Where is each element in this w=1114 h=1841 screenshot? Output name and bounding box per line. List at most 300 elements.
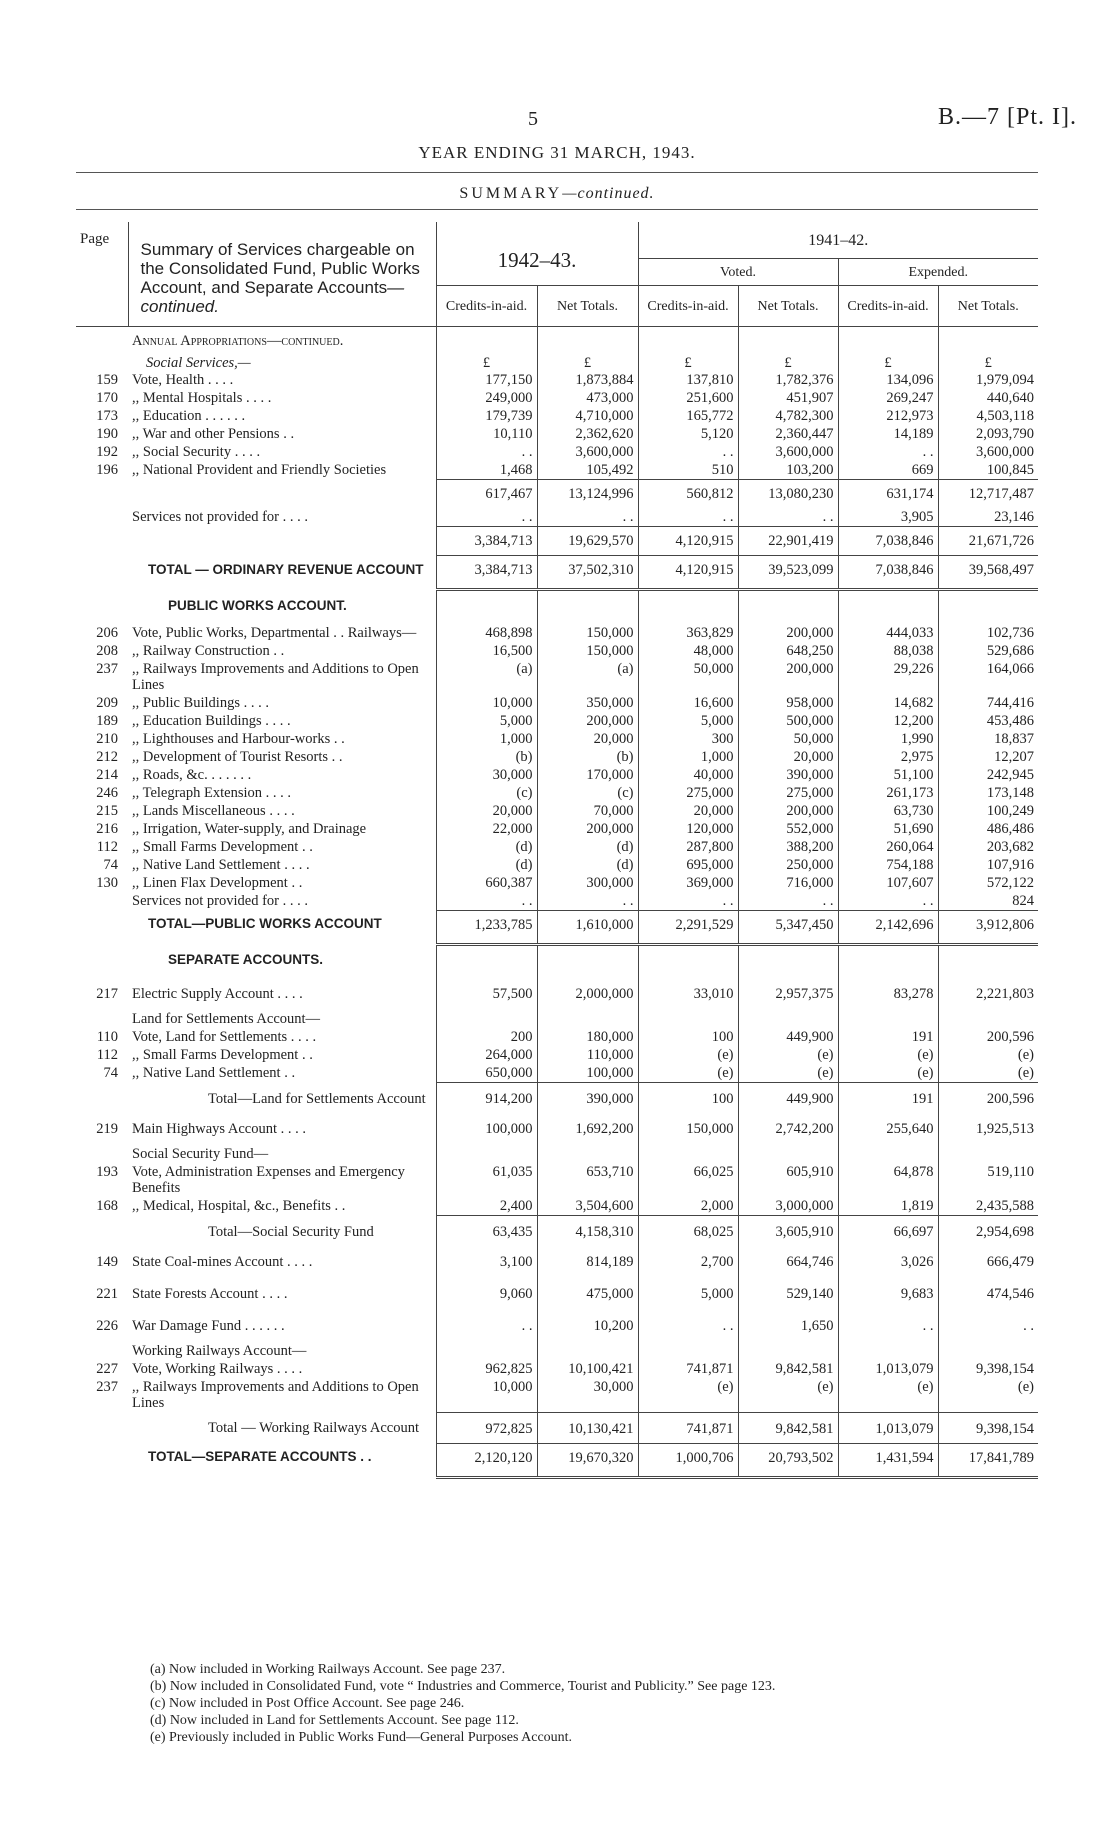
cell-value: 3,026: [838, 1246, 938, 1278]
cell-value: 173,148: [938, 784, 1038, 802]
header-voted: Voted.: [638, 259, 838, 286]
cell-value: 20,000: [537, 730, 638, 748]
cell-value: [938, 944, 1038, 978]
cell-value: 200,596: [938, 1083, 1038, 1114]
row-description: War Damage Fund . . . . . .: [132, 1318, 285, 1334]
cell-value: [838, 1145, 938, 1163]
row-page-ref: [76, 556, 128, 590]
cell-value: (d): [537, 838, 638, 856]
footnote-d: (d) Now included in Land for Settlements Account. See page 112.: [150, 1713, 519, 1728]
table-row: [76, 730, 1038, 748]
cell-value: 39,568,497: [938, 556, 1038, 590]
cell-value: [738, 590, 838, 624]
cell-value: (e): [838, 1378, 938, 1412]
cell-value: 20,000: [738, 748, 838, 766]
cell-value: [436, 1145, 537, 1163]
cell-value: 275,000: [638, 784, 738, 802]
cell-value: [537, 1010, 638, 1028]
row-description: ,, Education Buildings . . . .: [132, 712, 291, 729]
cell-value: [638, 590, 738, 624]
cell-value: 14,189: [838, 425, 938, 443]
row-description: ,, Linen Flax Development . .: [132, 874, 303, 891]
row-page-ref: [76, 590, 128, 624]
row-description: ,, Medical, Hospital, &c., Benefits . .: [132, 1198, 346, 1214]
row-page-ref: [76, 1083, 128, 1114]
row-description: TOTAL — ORDINARY REVENUE ACCOUNT: [148, 561, 424, 577]
row-page-ref: 209: [96, 694, 118, 711]
cell-value: 23,146: [938, 508, 1038, 527]
table-row: [76, 838, 1038, 856]
row-page-ref: [76, 508, 128, 527]
cell-value: 249,000: [436, 389, 537, 407]
cell-value: 4,158,310: [537, 1216, 638, 1247]
cell-value: 191: [838, 1083, 938, 1114]
row-page-ref: 190: [96, 426, 118, 442]
cell-value: 21,671,726: [938, 527, 1038, 556]
cell-value: 9,398,154: [938, 1360, 1038, 1378]
cell-value: 64,878: [838, 1163, 938, 1197]
cell-value: 3,100: [436, 1246, 537, 1278]
row-page-ref: [76, 1443, 128, 1477]
cell-value: 200,000: [738, 624, 838, 642]
cell-value: 388,200: [738, 838, 838, 856]
cell-value: 5,000: [436, 712, 537, 730]
row-page-ref: [76, 1010, 128, 1028]
cell-value: 440,640: [938, 389, 1038, 407]
row-page-ref: 216: [96, 820, 118, 837]
cell-value: [638, 1145, 738, 1163]
table-row: [76, 1046, 1038, 1064]
row-description: Vote, Public Works, Departmental . . Railways—: [132, 624, 417, 641]
cell-value: [738, 1145, 838, 1163]
cell-value: 66,697: [838, 1216, 938, 1247]
cell-value: 200,000: [738, 802, 838, 820]
cell-value: (a): [436, 660, 537, 694]
cell-value: 17,841,789: [938, 1443, 1038, 1477]
cell-value: £: [436, 353, 537, 371]
cell-value: 37,502,310: [537, 556, 638, 590]
summary-continued: —continued.: [562, 185, 655, 202]
row-description: Vote, Administration Expenses and Emergency Benefits: [132, 1164, 405, 1196]
cell-value: 200,596: [938, 1028, 1038, 1046]
row-page-ref: 214: [96, 766, 118, 783]
cell-value: 100,845: [938, 461, 1038, 480]
row-description: ,, Lands Miscellaneous . . . .: [132, 802, 295, 819]
cell-value: 4,710,000: [537, 407, 638, 425]
row-page-ref: 206: [96, 624, 118, 641]
cell-value: 3,605,910: [738, 1216, 838, 1247]
cell-value: (d): [436, 856, 537, 874]
cell-value: 1,782,376: [738, 371, 838, 389]
row-page-ref: 173: [96, 408, 118, 424]
cell-value: 100: [638, 1083, 738, 1114]
cell-value: 2,954,698: [938, 1216, 1038, 1247]
table-row: [76, 425, 1038, 443]
table-row: [76, 748, 1038, 766]
cell-value: 260,064: [838, 838, 938, 856]
row-page-ref: 210: [96, 730, 118, 747]
row-description: Land for Settlements Account—: [132, 1011, 321, 1027]
cell-value: 48,000: [638, 642, 738, 660]
cell-value: 61,035: [436, 1163, 537, 1197]
table-row: [76, 327, 1038, 354]
row-description: ,, National Provident and Friendly Societies: [132, 462, 387, 478]
cell-value: 105,492: [537, 461, 638, 480]
table-row: [76, 1113, 1038, 1145]
cell-value: 275,000: [738, 784, 838, 802]
cell-value: 2,291,529: [638, 910, 738, 944]
cell-value: £: [738, 353, 838, 371]
cell-value: [738, 1010, 838, 1028]
table-row: [76, 389, 1038, 407]
cell-value: 2,360,447: [738, 425, 838, 443]
cell-value: 824: [938, 892, 1038, 911]
cell-value: [537, 327, 638, 354]
cell-value: 137,810: [638, 371, 738, 389]
cell-value: 1,692,200: [537, 1113, 638, 1145]
cell-value: 1,979,094: [938, 371, 1038, 389]
cell-value: [838, 1342, 938, 1360]
year-title: YEAR ENDING 31 MARCH, 1943.: [418, 143, 696, 162]
cell-value: (e): [938, 1064, 1038, 1083]
cell-value: 914,200: [436, 1083, 537, 1114]
cell-value: 4,120,915: [638, 556, 738, 590]
cell-value: (e): [738, 1378, 838, 1412]
cell-value: 814,189: [537, 1246, 638, 1278]
cell-value: [436, 1342, 537, 1360]
cell-value: 9,398,154: [938, 1412, 1038, 1443]
cell-value: 29,226: [838, 660, 938, 694]
table-row: [76, 1310, 1038, 1342]
cell-value: 453,486: [938, 712, 1038, 730]
cell-value: 19,670,320: [537, 1443, 638, 1477]
table-row: [76, 944, 1038, 978]
cell-value: 7,038,846: [838, 556, 938, 590]
cell-value: 617,467: [436, 480, 537, 509]
cell-value: 102,736: [938, 624, 1038, 642]
row-description: [128, 480, 436, 509]
table-row: [76, 978, 1038, 1010]
row-page-ref: [76, 944, 128, 978]
table-row: [76, 1010, 1038, 1028]
table-row: [76, 1163, 1038, 1197]
cell-value: £: [938, 353, 1038, 371]
row-page-ref: 237: [96, 1379, 118, 1395]
row-description: State Forests Account . . . .: [132, 1286, 288, 1302]
table-row: [76, 1246, 1038, 1278]
row-page-ref: 130: [96, 874, 118, 891]
cell-value: . .: [838, 892, 938, 911]
cell-value: 120,000: [638, 820, 738, 838]
table-row: [76, 1028, 1038, 1046]
row-page-ref: 192: [96, 444, 118, 460]
cell-value: [838, 590, 938, 624]
row-page-ref: [76, 353, 128, 371]
cell-value: 1,650: [738, 1310, 838, 1342]
row-page-ref: 112: [96, 1047, 118, 1063]
table-row: [76, 443, 1038, 461]
footnote-c: (c) Now included in Post Office Account. See page 246.: [150, 1696, 465, 1711]
cell-value: 744,416: [938, 694, 1038, 712]
cell-value: 250,000: [738, 856, 838, 874]
cell-value: 1,000: [436, 730, 537, 748]
cell-value: (c): [436, 784, 537, 802]
cell-value: 473,000: [537, 389, 638, 407]
cell-value: 66,025: [638, 1163, 738, 1197]
header-credits-1942: Credits-in-aid.: [436, 286, 537, 327]
cell-value: 552,000: [738, 820, 838, 838]
row-description: ,, War and other Pensions . .: [132, 426, 295, 442]
row-page-ref: [76, 327, 128, 354]
cell-value: 164,066: [938, 660, 1038, 694]
cell-value: [938, 1342, 1038, 1360]
row-description: [128, 527, 436, 556]
cell-value: (d): [537, 856, 638, 874]
cell-value: 179,739: [436, 407, 537, 425]
cell-value: 180,000: [537, 1028, 638, 1046]
header-net-expended: Net Totals.: [938, 286, 1038, 327]
row-description: Services not provided for . . . .: [132, 892, 308, 909]
row-description: ,, Lighthouses and Harbour-works . .: [132, 730, 345, 747]
table-row: [76, 624, 1038, 642]
cell-value: . .: [537, 508, 638, 527]
table-row: [76, 353, 1038, 371]
top-rule: [76, 172, 1038, 173]
table-row: [76, 1064, 1038, 1083]
row-description: Vote, Working Railways . . . .: [132, 1361, 303, 1377]
cell-value: [838, 1010, 938, 1028]
cell-value: [738, 327, 838, 354]
cell-value: 3,600,000: [738, 443, 838, 461]
cell-value: 12,200: [838, 712, 938, 730]
cell-value: 1,233,785: [436, 910, 537, 944]
cell-value: 2,400: [436, 1197, 537, 1216]
summary-table: [76, 222, 1038, 1479]
cell-value: 150,000: [638, 1113, 738, 1145]
cell-value: 264,000: [436, 1046, 537, 1064]
cell-value: 100,000: [436, 1113, 537, 1145]
row-page-ref: 170: [96, 390, 118, 406]
cell-value: 107,607: [838, 874, 938, 892]
row-page-ref: 227: [96, 1361, 118, 1377]
cell-value: 10,000: [436, 1378, 537, 1412]
cell-value: 242,945: [938, 766, 1038, 784]
cell-value: 648,250: [738, 642, 838, 660]
cell-value: 16,600: [638, 694, 738, 712]
cell-value: 500,000: [738, 712, 838, 730]
cell-value: 13,080,230: [738, 480, 838, 509]
row-description: Total—Land for Settlements Account: [208, 1090, 426, 1107]
table-row: [76, 820, 1038, 838]
row-description: Services not provided for . . . .: [132, 509, 308, 525]
table-row: [76, 802, 1038, 820]
row-description: ,, Development of Tourist Resorts . .: [132, 748, 343, 765]
table-row: [76, 407, 1038, 425]
row-page-ref: 168: [96, 1198, 118, 1214]
cell-value: 5,000: [638, 1278, 738, 1310]
cell-value: [537, 1342, 638, 1360]
footnotes: [150, 1661, 775, 1746]
table-row: [76, 874, 1038, 892]
header-net-voted: Net Totals.: [738, 286, 838, 327]
cell-value: 2,142,696: [838, 910, 938, 944]
cell-value: 2,435,588: [938, 1197, 1038, 1216]
row-description: Annual Appropriations—continued.: [132, 333, 344, 349]
table-row: [76, 527, 1038, 556]
cell-value: 741,871: [638, 1412, 738, 1443]
cell-value: 10,110: [436, 425, 537, 443]
cell-value: 1,013,079: [838, 1412, 938, 1443]
header-expended: Expended.: [838, 259, 1038, 286]
cell-value: [938, 327, 1038, 354]
cell-value: [436, 590, 537, 624]
cell-value: 605,910: [738, 1163, 838, 1197]
header-credits-expended: Credits-in-aid.: [838, 286, 938, 327]
cell-value: 449,900: [738, 1028, 838, 1046]
table-row: [76, 766, 1038, 784]
row-description: ,, Small Farms Development . .: [132, 838, 313, 855]
cell-value: 103,200: [738, 461, 838, 480]
cell-value: . .: [638, 508, 738, 527]
cell-value: 2,093,790: [938, 425, 1038, 443]
cell-value: 2,000: [638, 1197, 738, 1216]
cell-value: 10,130,421: [537, 1412, 638, 1443]
cell-value: (d): [436, 838, 537, 856]
cell-value: 3,912,806: [938, 910, 1038, 944]
row-page-ref: [76, 480, 128, 509]
header-description: Summary of Services chargeable on the Consolidated Fund, Public Works Account, and Separate Accounts—continued.: [128, 222, 436, 327]
row-page-ref: 217: [96, 986, 118, 1002]
cell-value: 300,000: [537, 874, 638, 892]
cell-value: 1,000,706: [638, 1443, 738, 1477]
cell-value: [436, 944, 537, 978]
cell-value: 631,174: [838, 480, 938, 509]
cell-value: (e): [638, 1378, 738, 1412]
row-page-ref: [76, 1216, 128, 1247]
cell-value: 191: [838, 1028, 938, 1046]
cell-value: (e): [738, 1046, 838, 1064]
cell-value: 63,730: [838, 802, 938, 820]
row-description: PUBLIC WORKS ACCOUNT.: [168, 597, 347, 613]
table-body: [76, 327, 1038, 1478]
cell-value: 486,486: [938, 820, 1038, 838]
cell-value: 5,120: [638, 425, 738, 443]
cell-value: 170,000: [537, 766, 638, 784]
cell-value: . .: [436, 508, 537, 527]
cell-value: 50,000: [638, 660, 738, 694]
cell-value: 1,925,513: [938, 1113, 1038, 1145]
cell-value: . .: [537, 892, 638, 911]
cell-value: 50,000: [738, 730, 838, 748]
cell-value: . .: [436, 443, 537, 461]
cell-value: 33,010: [638, 978, 738, 1010]
table-row: [76, 712, 1038, 730]
row-description: ,, Mental Hospitals . . . .: [132, 390, 272, 406]
cell-value: [537, 1145, 638, 1163]
row-page-ref: 221: [96, 1286, 118, 1302]
table-row: [76, 1443, 1038, 1477]
cell-value: . .: [436, 1310, 537, 1342]
cell-value: 3,000,000: [738, 1197, 838, 1216]
row-description: ,, Railways Improvements and Additions to Open Lines: [132, 660, 419, 693]
cell-value: 475,000: [537, 1278, 638, 1310]
cell-value: (b): [537, 748, 638, 766]
cell-value: 2,000,000: [537, 978, 638, 1010]
cell-value: 962,825: [436, 1360, 537, 1378]
header-net-1942: Net Totals.: [537, 286, 638, 327]
cell-value: 100,000: [537, 1064, 638, 1083]
cell-value: 22,901,419: [738, 527, 838, 556]
cell-value: 4,782,300: [738, 407, 838, 425]
cell-value: 203,682: [938, 838, 1038, 856]
row-page-ref: 74: [103, 856, 118, 873]
cell-value: 9,842,581: [738, 1412, 838, 1443]
table-row: [76, 508, 1038, 527]
cell-value: 10,000: [436, 694, 537, 712]
page-number: 5: [528, 108, 538, 130]
cell-value: 4,120,915: [638, 527, 738, 556]
cell-value: [738, 944, 838, 978]
cell-value: 20,000: [638, 802, 738, 820]
footnote-a: (a) Now included in Working Railways Account. See page 237.: [150, 1662, 506, 1677]
row-description: TOTAL—SEPARATE ACCOUNTS . .: [148, 1449, 372, 1464]
cell-value: [938, 590, 1038, 624]
cell-value: (e): [738, 1064, 838, 1083]
cell-value: 22,000: [436, 820, 537, 838]
cell-value: 529,686: [938, 642, 1038, 660]
cell-value: (b): [436, 748, 537, 766]
cell-value: 150,000: [537, 642, 638, 660]
row-page-ref: [76, 1412, 128, 1443]
row-page-ref: 212: [96, 748, 118, 765]
cell-value: [537, 590, 638, 624]
cell-value: 269,247: [838, 389, 938, 407]
row-description: Main Highways Account . . . .: [132, 1121, 306, 1137]
cell-value: 70,000: [537, 802, 638, 820]
cell-value: 30,000: [537, 1378, 638, 1412]
row-description: ,, Irrigation, Water-supply, and Drainage: [132, 820, 367, 837]
row-description: ,, Native Land Settlement . .: [132, 1065, 296, 1081]
row-description: Electric Supply Account . . . .: [132, 986, 303, 1002]
cell-value: 363,829: [638, 624, 738, 642]
cell-value: 200,000: [738, 660, 838, 694]
table-row: [76, 480, 1038, 509]
cell-value: 666,479: [938, 1246, 1038, 1278]
cell-value: . .: [436, 892, 537, 911]
table-row: [76, 1278, 1038, 1310]
row-description: ,, Telegraph Extension . . . .: [132, 784, 291, 801]
cell-value: 2,742,200: [738, 1113, 838, 1145]
row-page-ref: 149: [96, 1254, 118, 1270]
cell-value: 12,717,487: [938, 480, 1038, 509]
cell-value: 5,347,450: [738, 910, 838, 944]
cell-value: 1,431,594: [838, 1443, 938, 1477]
row-page-ref: [76, 527, 128, 556]
cell-value: 1,819: [838, 1197, 938, 1216]
cell-value: 134,096: [838, 371, 938, 389]
cell-value: 1,990: [838, 730, 938, 748]
cell-value: 958,000: [738, 694, 838, 712]
cell-value: 754,188: [838, 856, 938, 874]
cell-value: 9,683: [838, 1278, 938, 1310]
table-row: [76, 856, 1038, 874]
cell-value: 150,000: [537, 624, 638, 642]
cell-value: 51,100: [838, 766, 938, 784]
cell-value: 519,110: [938, 1163, 1038, 1197]
cell-value: . .: [638, 892, 738, 911]
table-row: [76, 371, 1038, 389]
cell-value: 10,200: [537, 1310, 638, 1342]
